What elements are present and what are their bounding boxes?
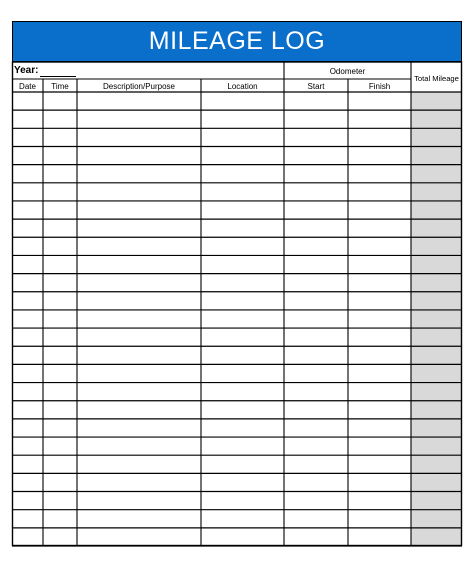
table-cell[interactable] bbox=[411, 310, 462, 328]
table-cell[interactable] bbox=[284, 310, 348, 328]
table-cell[interactable] bbox=[348, 328, 411, 346]
table-cell[interactable] bbox=[12, 128, 43, 146]
table-cell[interactable] bbox=[43, 146, 77, 164]
table-cell[interactable] bbox=[43, 364, 77, 382]
table-cell[interactable] bbox=[77, 146, 201, 164]
table-cell[interactable] bbox=[284, 274, 348, 292]
table-cell[interactable] bbox=[348, 183, 411, 201]
table-cell[interactable] bbox=[12, 110, 43, 128]
table-cell[interactable] bbox=[284, 183, 348, 201]
table-cell[interactable] bbox=[411, 183, 462, 201]
table-cell[interactable] bbox=[411, 165, 462, 183]
table-cell[interactable] bbox=[284, 201, 348, 219]
table-cell[interactable] bbox=[12, 237, 43, 255]
year-label: Year: bbox=[14, 65, 39, 76]
table-cell[interactable] bbox=[411, 364, 462, 382]
table-cell[interactable] bbox=[201, 473, 284, 491]
table-cell[interactable] bbox=[43, 201, 77, 219]
column-header: Location bbox=[227, 82, 258, 91]
table-cell[interactable] bbox=[348, 219, 411, 237]
table-cell[interactable] bbox=[12, 346, 43, 364]
table-cell[interactable] bbox=[348, 492, 411, 510]
page-title: MILEAGE LOG bbox=[148, 27, 326, 55]
table-cell[interactable] bbox=[411, 237, 462, 255]
table-cell[interactable] bbox=[43, 401, 77, 419]
column-header: Time bbox=[51, 82, 69, 91]
table-cell[interactable] bbox=[43, 237, 77, 255]
column-header: Start bbox=[307, 82, 325, 91]
table-cell[interactable] bbox=[43, 437, 77, 455]
table-cell[interactable] bbox=[77, 419, 201, 437]
table-cell[interactable] bbox=[77, 110, 201, 128]
table-cell[interactable] bbox=[348, 455, 411, 473]
table-cell[interactable] bbox=[43, 92, 77, 110]
table-cell[interactable] bbox=[348, 419, 411, 437]
table-cell[interactable] bbox=[411, 274, 462, 292]
table-cell[interactable] bbox=[411, 455, 462, 473]
table-cell[interactable] bbox=[411, 528, 462, 546]
table-cell[interactable] bbox=[77, 274, 201, 292]
table-cell[interactable] bbox=[348, 237, 411, 255]
table-cell[interactable] bbox=[43, 473, 77, 491]
table-cell[interactable] bbox=[12, 528, 43, 546]
table-cell[interactable] bbox=[43, 110, 77, 128]
table-cell[interactable] bbox=[43, 510, 77, 528]
table-cell[interactable] bbox=[12, 274, 43, 292]
table-cell[interactable] bbox=[284, 419, 348, 437]
table-cell[interactable] bbox=[284, 401, 348, 419]
table-cell[interactable] bbox=[284, 128, 348, 146]
table-cell[interactable] bbox=[411, 201, 462, 219]
table-cell[interactable] bbox=[348, 310, 411, 328]
table-cell[interactable] bbox=[12, 292, 43, 310]
table-cell[interactable] bbox=[77, 219, 201, 237]
table-cell[interactable] bbox=[12, 455, 43, 473]
table-cell[interactable] bbox=[201, 419, 284, 437]
table-cell[interactable] bbox=[284, 364, 348, 382]
table-cell[interactable] bbox=[43, 292, 77, 310]
table-cell[interactable] bbox=[201, 92, 284, 110]
table-cell[interactable] bbox=[348, 346, 411, 364]
table-cell[interactable] bbox=[77, 165, 201, 183]
table-cell[interactable] bbox=[201, 110, 284, 128]
table-cell[interactable] bbox=[201, 492, 284, 510]
table-cell[interactable] bbox=[12, 219, 43, 237]
table-cell[interactable] bbox=[411, 110, 462, 128]
table-cell[interactable] bbox=[201, 383, 284, 401]
table-cell[interactable] bbox=[43, 419, 77, 437]
table-cell[interactable] bbox=[12, 183, 43, 201]
table-cell[interactable] bbox=[77, 292, 201, 310]
table-cell[interactable] bbox=[77, 255, 201, 273]
table-cell[interactable] bbox=[348, 510, 411, 528]
year-input[interactable] bbox=[40, 65, 76, 77]
table-cell[interactable] bbox=[411, 328, 462, 346]
table-cell[interactable] bbox=[77, 455, 201, 473]
odometer-header: Odometer bbox=[329, 67, 366, 76]
table-cell[interactable] bbox=[284, 437, 348, 455]
table-cell[interactable] bbox=[411, 128, 462, 146]
table-cell[interactable] bbox=[12, 419, 43, 437]
table-cell[interactable] bbox=[284, 292, 348, 310]
table-cell[interactable] bbox=[284, 455, 348, 473]
table-cell[interactable] bbox=[348, 292, 411, 310]
table-cell[interactable] bbox=[284, 528, 348, 546]
table-cell[interactable] bbox=[284, 165, 348, 183]
table-cell[interactable] bbox=[201, 128, 284, 146]
table-cell[interactable] bbox=[77, 473, 201, 491]
table-cell[interactable] bbox=[284, 473, 348, 491]
table-cell[interactable] bbox=[43, 310, 77, 328]
table-cell[interactable] bbox=[43, 183, 77, 201]
table-cell[interactable] bbox=[43, 128, 77, 146]
table-cell[interactable] bbox=[348, 437, 411, 455]
table-cell[interactable] bbox=[348, 274, 411, 292]
table-cell[interactable] bbox=[284, 328, 348, 346]
table-cell[interactable] bbox=[201, 364, 284, 382]
table-cell[interactable] bbox=[348, 364, 411, 382]
table-cell[interactable] bbox=[411, 292, 462, 310]
table-cell[interactable] bbox=[201, 274, 284, 292]
table-cell[interactable] bbox=[12, 310, 43, 328]
table-cell[interactable] bbox=[284, 255, 348, 273]
table-cell[interactable] bbox=[348, 92, 411, 110]
table-cell[interactable] bbox=[77, 237, 201, 255]
table-cell[interactable] bbox=[12, 437, 43, 455]
table-cell[interactable] bbox=[411, 346, 462, 364]
table-cell[interactable] bbox=[348, 146, 411, 164]
table-cell[interactable] bbox=[77, 92, 201, 110]
table-cell[interactable] bbox=[43, 528, 77, 546]
table-cell[interactable] bbox=[12, 165, 43, 183]
table-cell[interactable] bbox=[12, 383, 43, 401]
table-cell[interactable] bbox=[201, 292, 284, 310]
table-cell[interactable] bbox=[201, 255, 284, 273]
mileage-log-table bbox=[12, 21, 462, 546]
table-cell[interactable] bbox=[77, 528, 201, 546]
table-cell[interactable] bbox=[284, 92, 348, 110]
table-cell[interactable] bbox=[284, 110, 348, 128]
table-cell[interactable] bbox=[284, 492, 348, 510]
table-cell[interactable] bbox=[411, 92, 462, 110]
table-cell[interactable] bbox=[411, 437, 462, 455]
table-cell[interactable] bbox=[411, 255, 462, 273]
table-cell[interactable] bbox=[77, 492, 201, 510]
table-cell[interactable] bbox=[201, 328, 284, 346]
table-cell[interactable] bbox=[411, 401, 462, 419]
table-cell[interactable] bbox=[77, 383, 201, 401]
table-cell[interactable] bbox=[77, 437, 201, 455]
mileage-log-sheet bbox=[12, 21, 462, 546]
table-cell[interactable] bbox=[12, 492, 43, 510]
table-cell[interactable] bbox=[348, 528, 411, 546]
table-cell[interactable] bbox=[411, 146, 462, 164]
table-cell[interactable] bbox=[201, 237, 284, 255]
table-cell[interactable] bbox=[77, 128, 201, 146]
table-cell[interactable] bbox=[43, 328, 77, 346]
table-cell[interactable] bbox=[411, 219, 462, 237]
column-header: Date bbox=[19, 82, 36, 91]
column-header: Finish bbox=[368, 82, 391, 91]
table-cell[interactable] bbox=[12, 510, 43, 528]
table-cell[interactable] bbox=[12, 364, 43, 382]
table-cell[interactable] bbox=[201, 310, 284, 328]
table-cell[interactable] bbox=[284, 219, 348, 237]
table-cell[interactable] bbox=[43, 255, 77, 273]
table-cell[interactable] bbox=[348, 165, 411, 183]
table-cell[interactable] bbox=[284, 383, 348, 401]
table-cell[interactable] bbox=[77, 401, 201, 419]
table-cell[interactable] bbox=[284, 346, 348, 364]
table-cell[interactable] bbox=[77, 364, 201, 382]
table-cell[interactable] bbox=[284, 237, 348, 255]
table-cell[interactable] bbox=[284, 510, 348, 528]
table-cell[interactable] bbox=[348, 201, 411, 219]
table-cell[interactable] bbox=[43, 219, 77, 237]
table-cell[interactable] bbox=[201, 201, 284, 219]
table-cell[interactable] bbox=[201, 401, 284, 419]
table-cell[interactable] bbox=[411, 383, 462, 401]
table-cell[interactable] bbox=[348, 255, 411, 273]
table-cell[interactable] bbox=[77, 183, 201, 201]
table-cell[interactable] bbox=[201, 219, 284, 237]
table-cell[interactable] bbox=[77, 201, 201, 219]
table-cell[interactable] bbox=[12, 473, 43, 491]
column-header: Description/Purpose bbox=[102, 82, 176, 91]
table-cell[interactable] bbox=[201, 146, 284, 164]
table-cell[interactable] bbox=[348, 128, 411, 146]
table-cell[interactable] bbox=[43, 274, 77, 292]
table-cell[interactable] bbox=[411, 510, 462, 528]
table-cell[interactable] bbox=[77, 510, 201, 528]
table-cell[interactable] bbox=[411, 419, 462, 437]
table-cell[interactable] bbox=[411, 473, 462, 491]
table-cell[interactable] bbox=[12, 255, 43, 273]
table-cell[interactable] bbox=[201, 528, 284, 546]
table-cell[interactable] bbox=[201, 183, 284, 201]
table-cell[interactable] bbox=[43, 492, 77, 510]
table-cell[interactable] bbox=[348, 110, 411, 128]
table-cell[interactable] bbox=[348, 383, 411, 401]
table-cell[interactable] bbox=[201, 510, 284, 528]
table-cell[interactable] bbox=[201, 346, 284, 364]
total-mileage-header: Total Mileage bbox=[414, 74, 459, 83]
table-cell[interactable] bbox=[43, 383, 77, 401]
table-cell[interactable] bbox=[77, 346, 201, 364]
table-cell[interactable] bbox=[348, 401, 411, 419]
table-cell[interactable] bbox=[12, 401, 43, 419]
table-cell[interactable] bbox=[12, 201, 43, 219]
table-cell[interactable] bbox=[12, 146, 43, 164]
table-cell[interactable] bbox=[348, 473, 411, 491]
table-cell[interactable] bbox=[77, 310, 201, 328]
table-cell[interactable] bbox=[201, 165, 284, 183]
table-cell[interactable] bbox=[201, 455, 284, 473]
table-cell[interactable] bbox=[12, 92, 43, 110]
table-cell[interactable] bbox=[12, 328, 43, 346]
table-cell[interactable] bbox=[43, 346, 77, 364]
table-cell[interactable] bbox=[411, 492, 462, 510]
table-cell[interactable] bbox=[43, 165, 77, 183]
table-cell[interactable] bbox=[77, 328, 201, 346]
table-cell[interactable] bbox=[284, 146, 348, 164]
table-cell[interactable] bbox=[201, 437, 284, 455]
table-cell[interactable] bbox=[43, 455, 77, 473]
